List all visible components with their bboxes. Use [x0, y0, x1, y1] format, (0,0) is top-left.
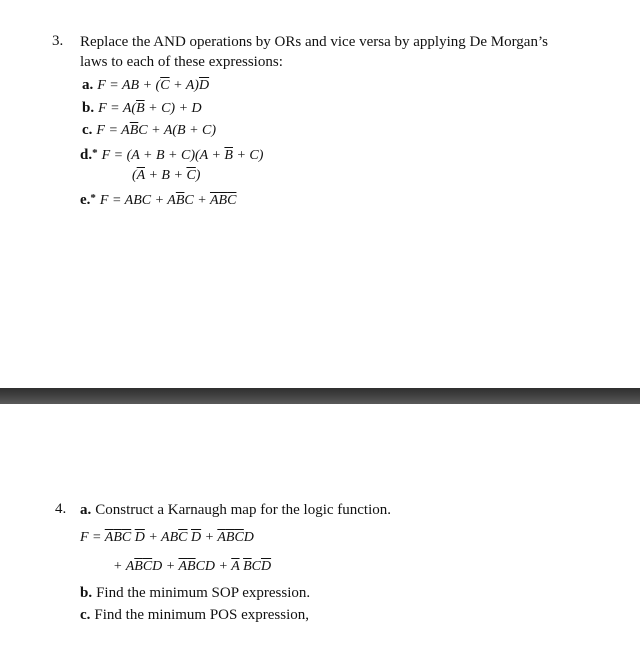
q3-part-d-label: d.: [80, 147, 93, 163]
q4-function-line1: [80, 528, 254, 547]
q4-part-c-label: c.: [80, 607, 91, 623]
q4-function-expr-line1: $F = \overline{A}\overline{B}\overline{C}$ $\overline{D} + AB\overline{C}$ $\overline{D} + \overline{A}\overline{B}\overline{C}D$: [80, 530, 254, 545]
q3-part-d-line2: [132, 166, 200, 185]
question-3-prompt-line1: Replace the AND operations by ORs and vice versa by applying De Morgan’s: [80, 34, 548, 50]
q4-function-expr-line2: + $A\overline{B}\overline{C}D + \overline{A}\overline{B}CD + \overline{A}$ $\overline{B}C\overline{D}$: [113, 559, 272, 574]
q4-part-c: [80, 606, 309, 625]
q3-part-b-label: b.: [82, 100, 95, 116]
q4-part-b-label: b.: [80, 585, 93, 601]
q4-part-b-text: Find the minimum SOP expression.: [96, 585, 311, 601]
q3-part-e-label: e.: [80, 192, 91, 208]
page-divider: [0, 388, 640, 404]
q4-function-line2: [113, 557, 271, 576]
q3-part-b: [82, 99, 202, 118]
page-bottom: [0, 404, 640, 647]
q3-part-e-expr: F = ABC + $A\overline{B}C + \overline{A}\overline{B}\overline{C}$: [99, 193, 237, 208]
q3-part-e-star: *: [90, 192, 96, 204]
q3-part-d-star: *: [92, 147, 98, 159]
q4-part-c-text: Find the minimum POS expression,: [94, 607, 310, 623]
question-3-prompt-line2: laws to each of these expressions:: [80, 54, 283, 70]
q3-part-d: [80, 144, 263, 165]
q3-part-a-label: a.: [82, 77, 94, 93]
q3-part-a-expr: F = AB + $(\overline{C} + A)\overline{D}$: [97, 78, 210, 93]
q3-part-c-expr: $F = A\overline{B}C + A(B + C)$: [96, 123, 217, 138]
q3-part-e: [80, 189, 236, 210]
q3-part-b-expr: $F = A(\overline{B} + C) + D$: [98, 101, 202, 116]
question-3-number: 3.: [52, 33, 64, 49]
q4-part-a: [80, 501, 391, 520]
q4-part-b: [80, 584, 310, 603]
q4-part-a-text: Construct a Karnaugh map for the logic function.: [95, 502, 392, 518]
q3-part-c: [82, 121, 216, 140]
q3-part-c-label: c.: [82, 122, 93, 138]
q3-part-a: [82, 76, 209, 95]
question-4-number: 4.: [55, 501, 67, 517]
q3-part-d-expr-line2: $(\overline{A} + B + \overline{C})$: [132, 168, 201, 183]
q4-part-a-label: a.: [80, 502, 92, 518]
q3-part-d-expr-line1: $F = (A + B + C)(A + \overline{B} + C)$: [101, 148, 264, 163]
